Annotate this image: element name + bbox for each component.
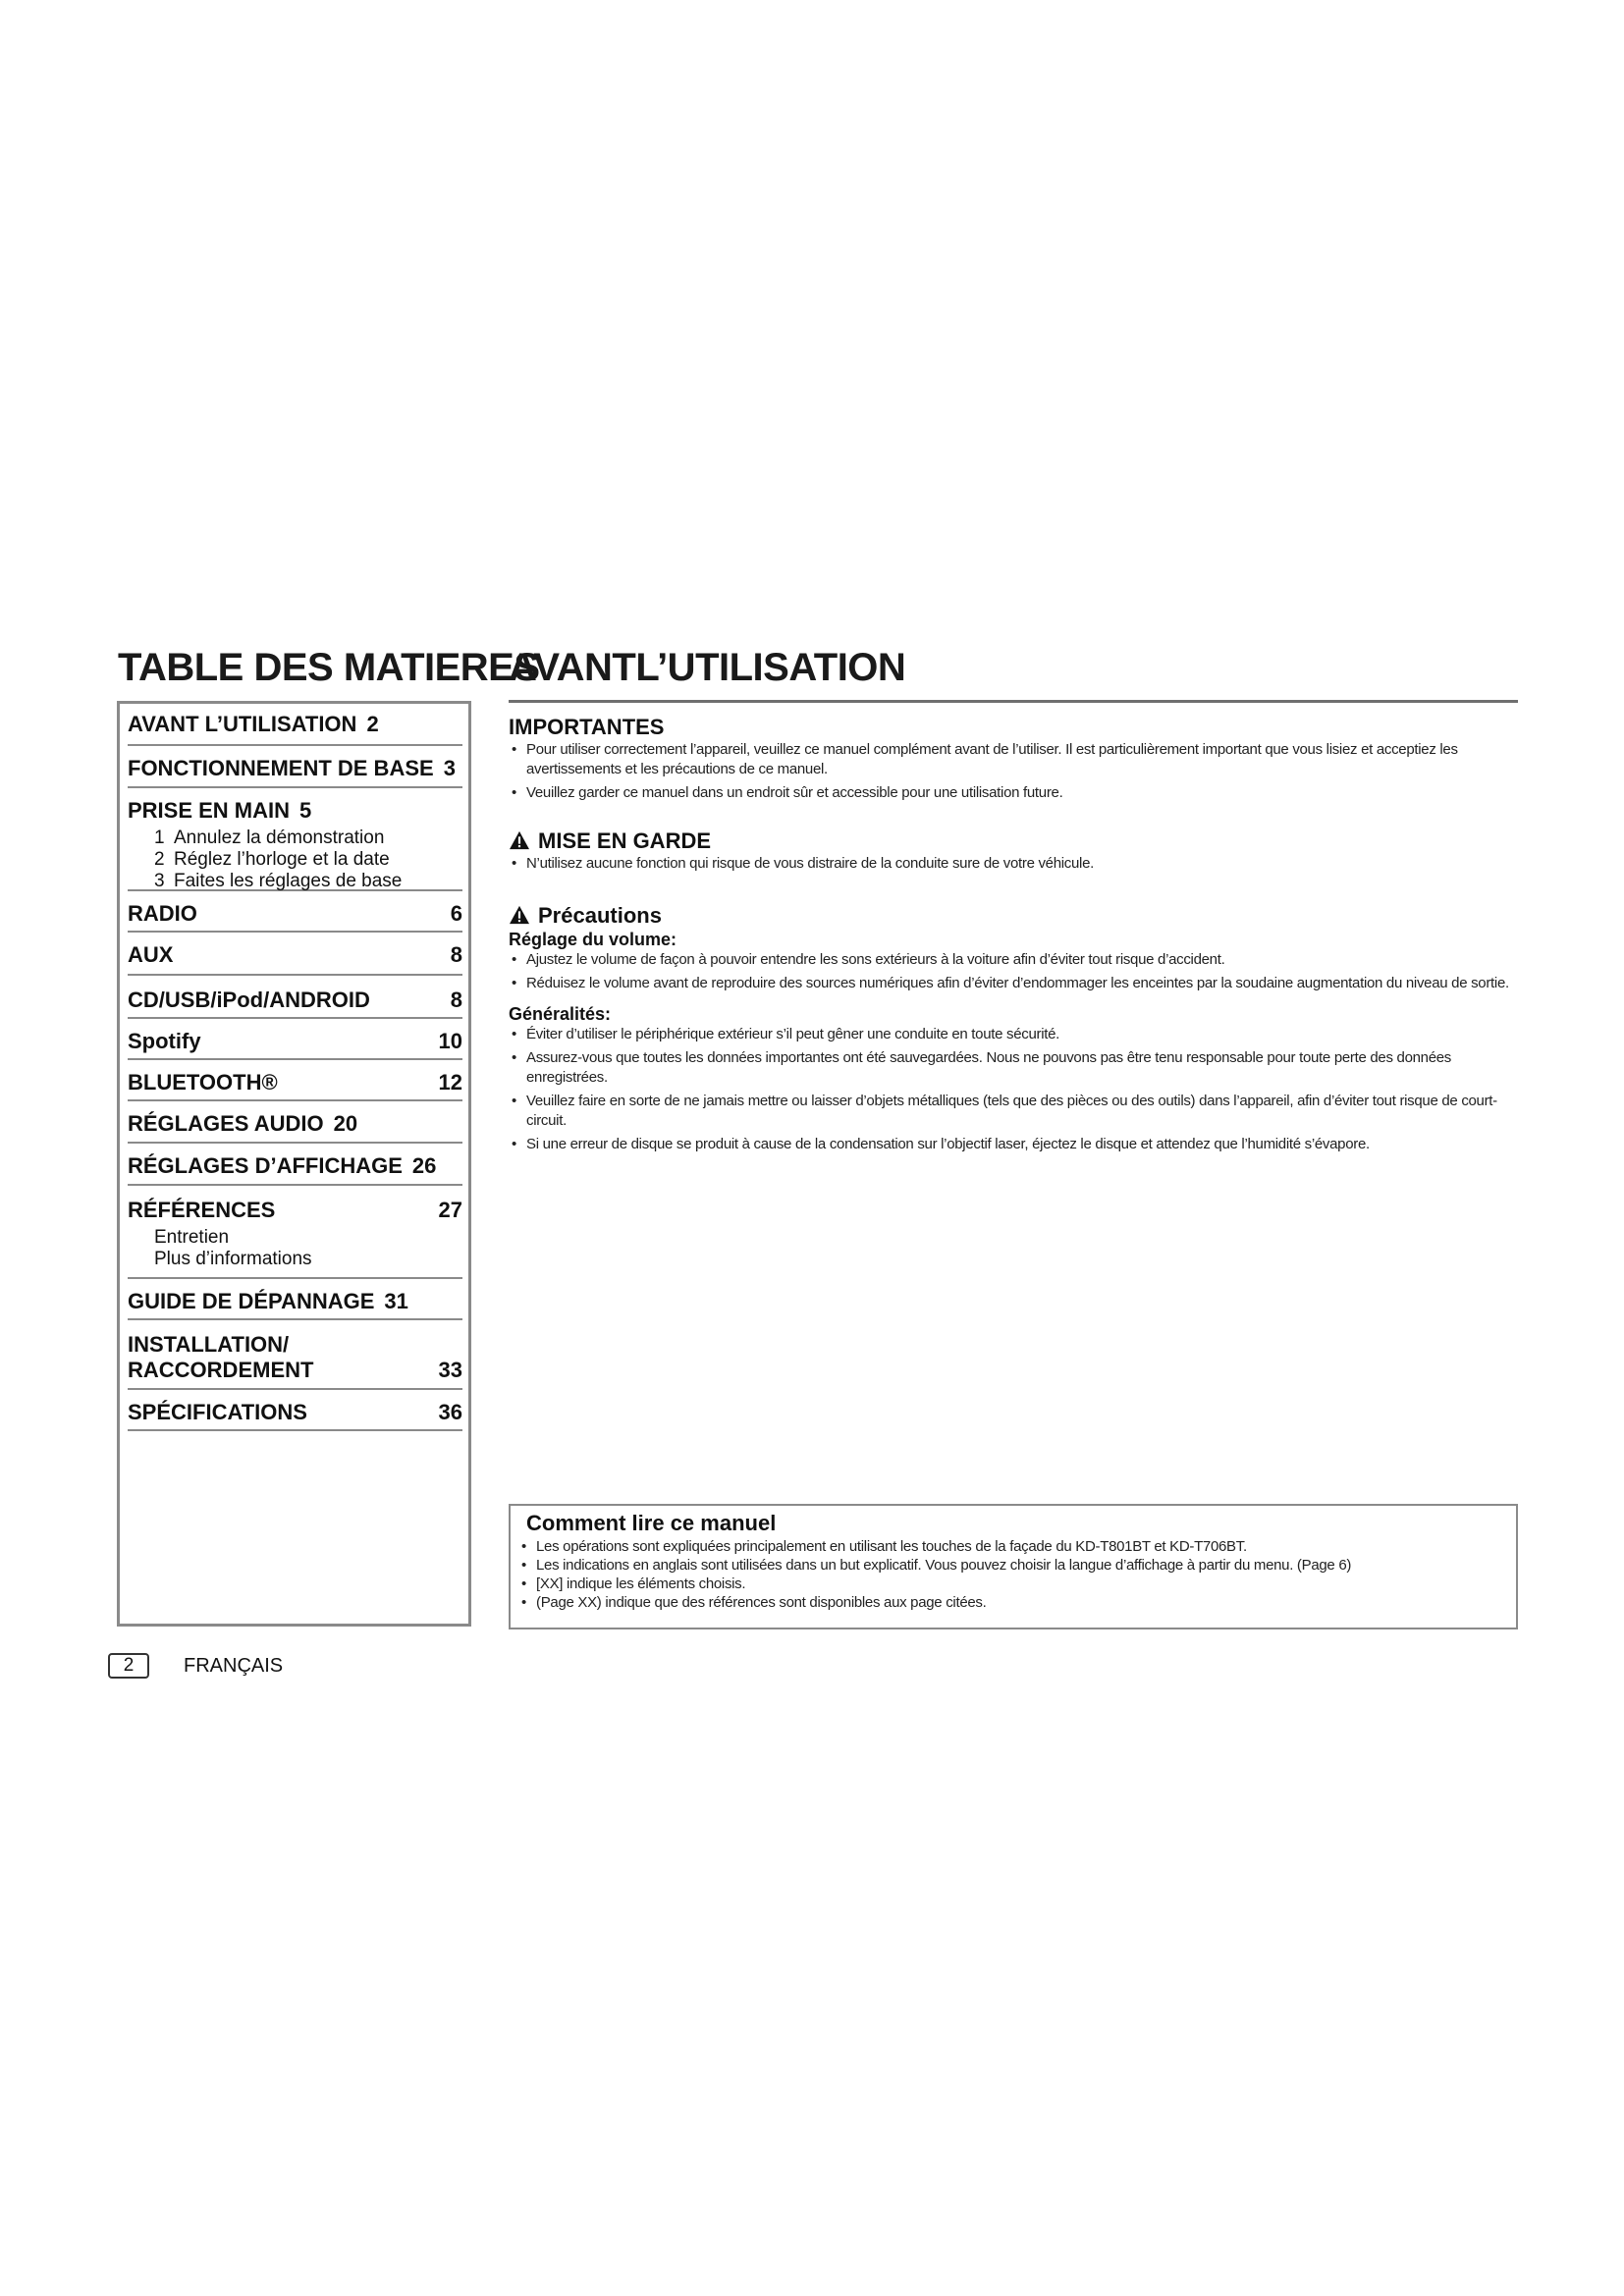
title-divider xyxy=(509,700,1518,703)
bullet-item: • Pour utiliser correctement l’appareil, veuillez ce manuel complément avant de l’utiliser. Il est particulièrement important que vous lisiez et acceptiez les avertissements et les précautions de ce manuel. xyxy=(509,740,1520,779)
toc-entry-page: 3 xyxy=(443,756,456,780)
toc-entry-avant-utilisation[interactable] xyxy=(128,704,462,746)
bullet-item: • N’utilisez aucune fonction qui risque de vous distraire de la conduite sure de votre véhicule. xyxy=(509,854,1520,874)
toc-subentry-label: Faites les réglages de base xyxy=(174,871,403,891)
bullet-item: • Assurez-vous que toutes les données importantes ont été sauvegardées. Nous ne pouvons pas être tenu responsable pour toute perte des données enregistrées. xyxy=(509,1048,1520,1088)
section-heading: Précautions xyxy=(538,903,662,928)
toc-entry-page: 6 xyxy=(450,901,462,926)
toc-subentry[interactable] xyxy=(128,828,462,849)
subsection-heading: Réglage du volume: xyxy=(509,930,677,949)
toc-entry-label: PRISE EN MAIN xyxy=(128,798,291,823)
toc-entry-page: 8 xyxy=(450,988,462,1012)
toc-subentry-label: Plus d’informations xyxy=(154,1249,312,1269)
toc-entry-aux[interactable] xyxy=(128,933,462,976)
toc-subentry[interactable] xyxy=(128,1249,462,1270)
how-to-read-box xyxy=(509,1504,1518,1629)
toc-entry-label-line1: INSTALLATION/ xyxy=(128,1332,290,1357)
toc-entry-label: GUIDE DE DÉPANNAGE xyxy=(128,1289,375,1313)
toc-entry-page: 12 xyxy=(438,1070,462,1095)
main-content xyxy=(509,707,1520,1154)
toc-subentry[interactable] xyxy=(128,849,462,871)
toc-entry-page: 33 xyxy=(438,1358,462,1382)
toc-entry-depannage[interactable] xyxy=(128,1279,462,1320)
toc-title: TABLE DES MATIERES xyxy=(118,646,540,689)
toc-entry-label: RÉGLAGES D’AFFICHAGE xyxy=(128,1153,403,1178)
toc-entry-label: CD/USB/iPod/ANDROID xyxy=(128,988,370,1012)
toc-entry-reglages-audio[interactable] xyxy=(128,1101,462,1144)
toc-entry-page: 2 xyxy=(366,712,379,736)
toc-entry-label: RADIO xyxy=(128,901,197,926)
section-precautions xyxy=(509,903,1520,1154)
table-of-contents xyxy=(117,701,471,1627)
toc-entry-page: 20 xyxy=(333,1111,358,1136)
bullet-item: • Ajustez le volume de façon à pouvoir entendre les sons extérieurs à la voiture afin d’éviter tout risque d’accident. xyxy=(509,950,1520,970)
toc-entry-label: FONCTIONNEMENT DE BASE xyxy=(128,756,434,780)
warning-triangle-icon xyxy=(509,905,530,925)
bullet-item: • Les opérations sont expliquées principalement en utilisant les touches de la façade du KD-T801BT et KD-T706BT. xyxy=(518,1537,1508,1556)
section-importantes xyxy=(509,715,1520,803)
toc-entry-label: RÉFÉRENCES xyxy=(128,1198,276,1222)
bullet-item: • Si une erreur de disque se produit à cause de la condensation sur l’objectif laser, éjectez le disque et attendez que l’humidité s’évapore. xyxy=(509,1135,1520,1154)
toc-subentry-number: 2 xyxy=(154,849,165,870)
toc-subentry-label: Annulez la démonstration xyxy=(174,828,385,848)
toc-entry-radio[interactable] xyxy=(128,891,462,933)
toc-subentry-label: Entretien xyxy=(154,1227,230,1248)
toc-subentry-number: 1 xyxy=(154,828,165,848)
toc-entry-reglages-affichage[interactable] xyxy=(128,1144,462,1186)
bullet-item: • Les indications en anglais sont utilisées dans un but explicatif. Vous pouvez choisir la langue d’affichage à partir du menu. (Page 6) xyxy=(518,1556,1508,1575)
toc-entry-page: 5 xyxy=(299,798,312,823)
subsection-heading: Généralités: xyxy=(509,1004,612,1024)
toc-entry-specifications[interactable] xyxy=(128,1390,462,1431)
page-number: 2 xyxy=(108,1653,149,1679)
toc-entry-label: AUX xyxy=(128,942,174,967)
toc-entry-spotify[interactable] xyxy=(128,1019,462,1060)
toc-subentry-label: Réglez l’horloge et la date xyxy=(174,849,390,870)
toc-entry-page: 36 xyxy=(438,1400,462,1424)
bullet-item: • Éviter d’utiliser le périphérique extérieur s’il peut gêner une conduite en toute sécurité. xyxy=(509,1025,1520,1044)
toc-subentry[interactable] xyxy=(128,871,462,892)
toc-entry-page: 31 xyxy=(384,1289,408,1313)
toc-entry-page: 8 xyxy=(450,942,462,967)
bullet-item: • [XX] indique les éléments choisis. xyxy=(518,1575,1508,1593)
toc-entry-page: 26 xyxy=(411,1153,437,1178)
toc-subentry[interactable] xyxy=(128,1227,462,1249)
toc-entry-page: 10 xyxy=(438,1029,462,1053)
toc-entry-page: 27 xyxy=(438,1198,462,1222)
bullet-item: • Réduisez le volume avant de reproduire des sources numériques afin d’éviter d’endommager les enceintes par la soudaine augmentation du niveau de sortie. xyxy=(509,974,1520,993)
toc-entry-cd-usb[interactable] xyxy=(128,976,462,1019)
toc-entry-bluetooth[interactable] xyxy=(128,1060,462,1101)
section-heading: MISE EN GARDE xyxy=(538,828,712,853)
toc-entry-label-line2: RACCORDEMENT xyxy=(128,1358,314,1382)
section-mise-en-garde xyxy=(509,828,1520,874)
section-heading: IMPORTANTES xyxy=(509,715,665,739)
bullet-item: • (Page XX) indique que des références sont disponibles aux page citées. xyxy=(518,1593,1508,1612)
box-heading: Comment lire ce manuel xyxy=(526,1511,777,1535)
language-label: FRANÇAIS xyxy=(184,1655,284,1677)
bullet-item: • Veuillez garder ce manuel dans un endroit sûr et accessible pour une utilisation future. xyxy=(509,783,1520,803)
warning-triangle-icon xyxy=(509,830,530,850)
bullet-item: • Veuillez faire en sorte de ne jamais mettre ou laisser d’objets métalliques (tels que des pièces ou des outils) dans l’appareil, afin d’éviter tout risque de court-circuit. xyxy=(509,1092,1520,1131)
toc-subentry-number: 3 xyxy=(154,871,165,891)
toc-entry-label: AVANT L’UTILISATION xyxy=(128,712,357,736)
toc-entry-label: RÉGLAGES AUDIO xyxy=(128,1111,324,1136)
toc-entry-label: SPÉCIFICATIONS xyxy=(128,1400,307,1424)
page-title: AVANTL’UTILISATION xyxy=(509,646,906,689)
toc-entry-label: BLUETOOTH® xyxy=(128,1070,278,1095)
toc-entry-prise-en-main[interactable] xyxy=(128,788,462,891)
toc-entry-label: Spotify xyxy=(128,1029,201,1053)
toc-entry-references[interactable] xyxy=(128,1186,462,1279)
toc-entry-installation[interactable] xyxy=(128,1320,462,1390)
toc-entry-fonctionnement[interactable] xyxy=(128,746,462,788)
